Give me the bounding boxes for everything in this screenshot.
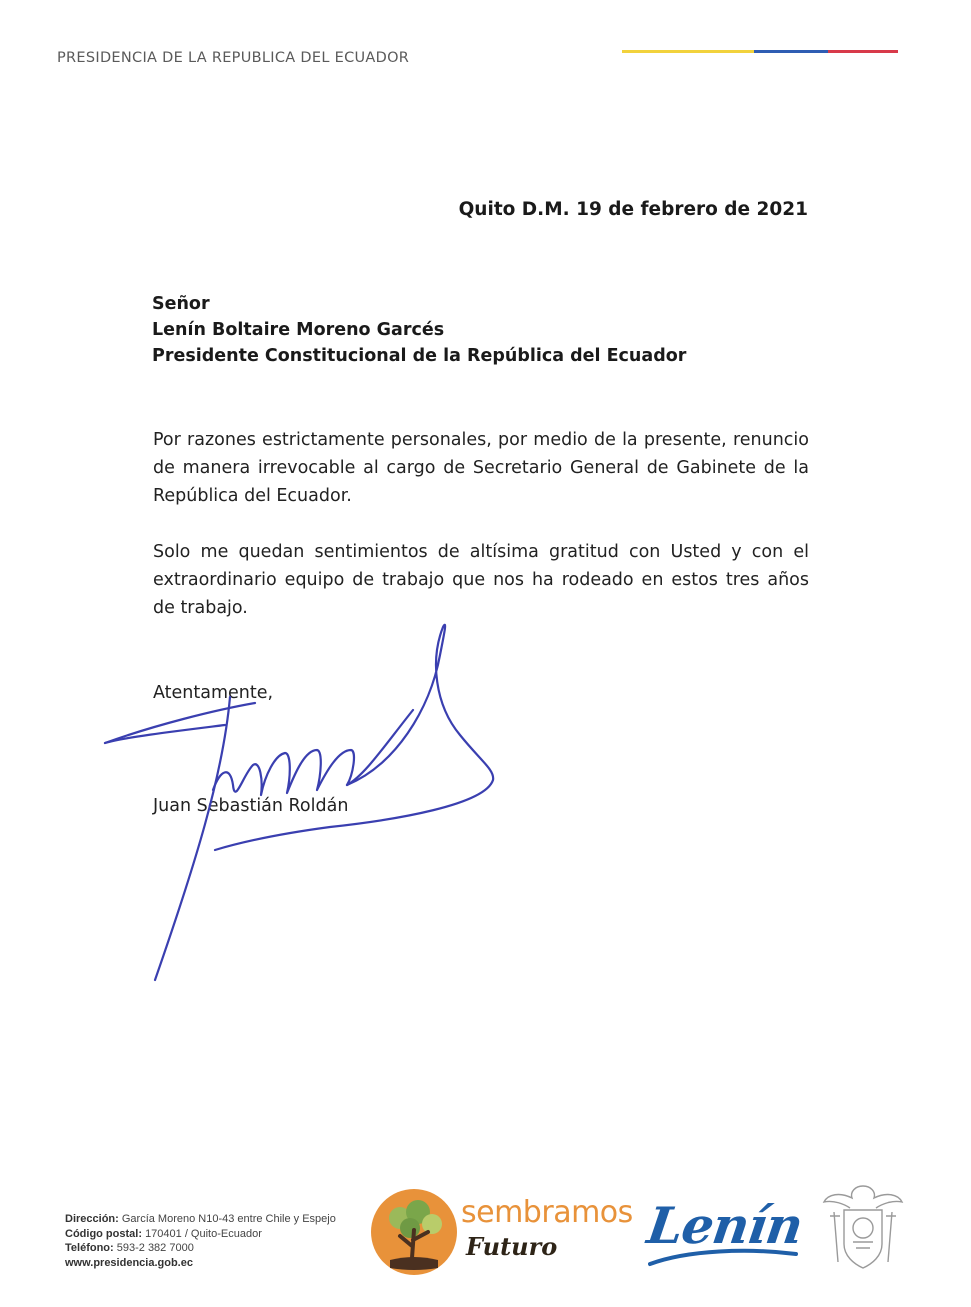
phone-value: 593-2 382 7000 bbox=[116, 1242, 194, 1254]
signer-name: Juan Sebastián Roldán bbox=[153, 796, 349, 816]
footer-contact bbox=[65, 1212, 336, 1270]
address-label: Dirección: bbox=[65, 1213, 119, 1225]
handwritten-signature bbox=[95, 615, 515, 995]
body-paragraph-2: Solo me quedan sentimientos de altísima gratitud con Usted y con el extraordinario equipo de trabajo que nos ha rodeado en estos tres años de trabajo. bbox=[153, 542, 809, 618]
phone-label: Teléfono: bbox=[65, 1242, 114, 1254]
sembramos-logo-text: sembramos bbox=[461, 1195, 633, 1230]
recipient-title: Presidente Constitucional de la República del Ecuador bbox=[152, 346, 687, 366]
lenin-logo-text: Lenín bbox=[643, 1196, 806, 1255]
addressee-block bbox=[152, 291, 686, 369]
closing: Atentamente, bbox=[153, 683, 274, 703]
body-paragraph-1: Por razones estrictamente personales, por medio de la presente, renuncio de manera irrevocable al cargo de Secretario General de Gabinete de la República del Ecuador. bbox=[153, 430, 809, 506]
salutation: Señor bbox=[152, 294, 210, 314]
address-value: García Moreno N10-43 entre Chile y Espejo bbox=[121, 1213, 336, 1225]
website: www.presidencia.gob.ec bbox=[65, 1256, 193, 1269]
header-institution: PRESIDENCIA DE LA REPUBLICA DEL ECUADOR bbox=[57, 50, 410, 66]
letter-date: Quito D.M. 19 de febrero de 2021 bbox=[458, 199, 808, 220]
flag-stripe-yellow bbox=[622, 50, 754, 53]
tree-logo-icon bbox=[370, 1188, 458, 1276]
flag-stripe-blue bbox=[754, 50, 828, 53]
flag-stripe-red bbox=[828, 50, 898, 53]
futuro-logo-text: Futuro bbox=[466, 1232, 558, 1261]
recipient-name: Lenín Boltaire Moreno Garcés bbox=[152, 320, 445, 340]
coat-of-arms-icon bbox=[820, 1182, 906, 1274]
postal-label: Código postal: bbox=[65, 1227, 142, 1240]
postal-value: 170401 / Quito-Ecuador bbox=[145, 1227, 262, 1240]
lenin-swoosh-icon bbox=[648, 1240, 798, 1270]
